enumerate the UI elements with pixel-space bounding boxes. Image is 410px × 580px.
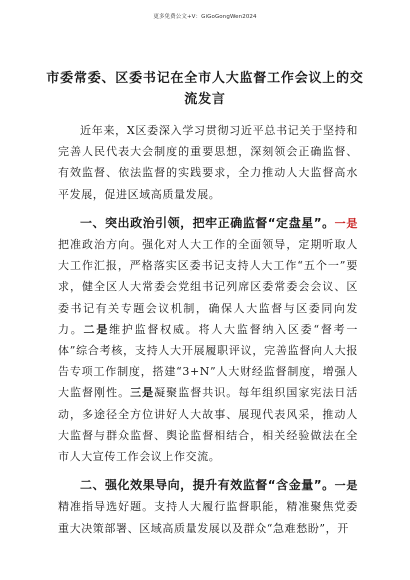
intro-paragraph — [58, 120, 358, 205]
point-3-text: 凝聚监督共识。每年组织国家宪法日活动，多途径全方位讲好人大故事、展现代表风采，推动人大监督与群众监督、舆论监督相结合，相关经验做法在全市人大宣传工作会议上作交流。 — [58, 386, 359, 464]
section-1-paragraph — [58, 213, 358, 467]
point-1-text: 把准政治方向。强化对人大工作的全面领导，定期听取人大工作汇报，严格落实区委书记支持人大工作“五个一”要求，健全区人大常委会党组书记列席区委常委会会议、区委书记有关专题会议机制，确保人大监督与区委同向发力。 — [58, 238, 358, 336]
point-2-marker: 二是 — [83, 322, 110, 336]
document-body — [58, 120, 358, 547]
section-2-point-1-text: 精准指导选好题。支持人大履行监督职能，精准聚焦党委重大决策部署、区域高质量发展以及群众“急难愁盼”，开 — [58, 500, 358, 535]
watermark-text: 更多免费公文+V：GiGoGongWen2024 — [153, 14, 257, 20]
section-2-point-1-marker: 一是 — [334, 479, 358, 493]
section-1-heading: 一、突出政治引领，把牢正确监督“定盘星”。 — [80, 215, 335, 230]
intro-text: 近年来，X区委深入学习贯彻习近平总书记关于坚持和完善人民代表大会制度的重要思想，深刻领会正确监督、有效监督、依法监督的实践要求，全力推动人大监督高水平发展，促进区域高质量发展。 — [58, 124, 358, 201]
point-2-text: 维护监督权威。将人大监督纳入区委“督考一体”综合考核，支持人大开展履职评议，完善监督向人大报告专项工作制度，搭建“3+N”人大财经监督制度，增强人大监督刚性。 — [58, 322, 358, 400]
section-2-heading: 二、强化效果导向，提升有效监督“含金量”。 — [80, 478, 335, 493]
point-3-marker: 三是 — [130, 386, 155, 400]
point-1-marker: 一是 — [334, 216, 358, 230]
page-title: 市委常委、区委书记在全市人大监督工作会议上的交流发言 — [46, 71, 364, 107]
section-2-paragraph — [58, 475, 358, 539]
